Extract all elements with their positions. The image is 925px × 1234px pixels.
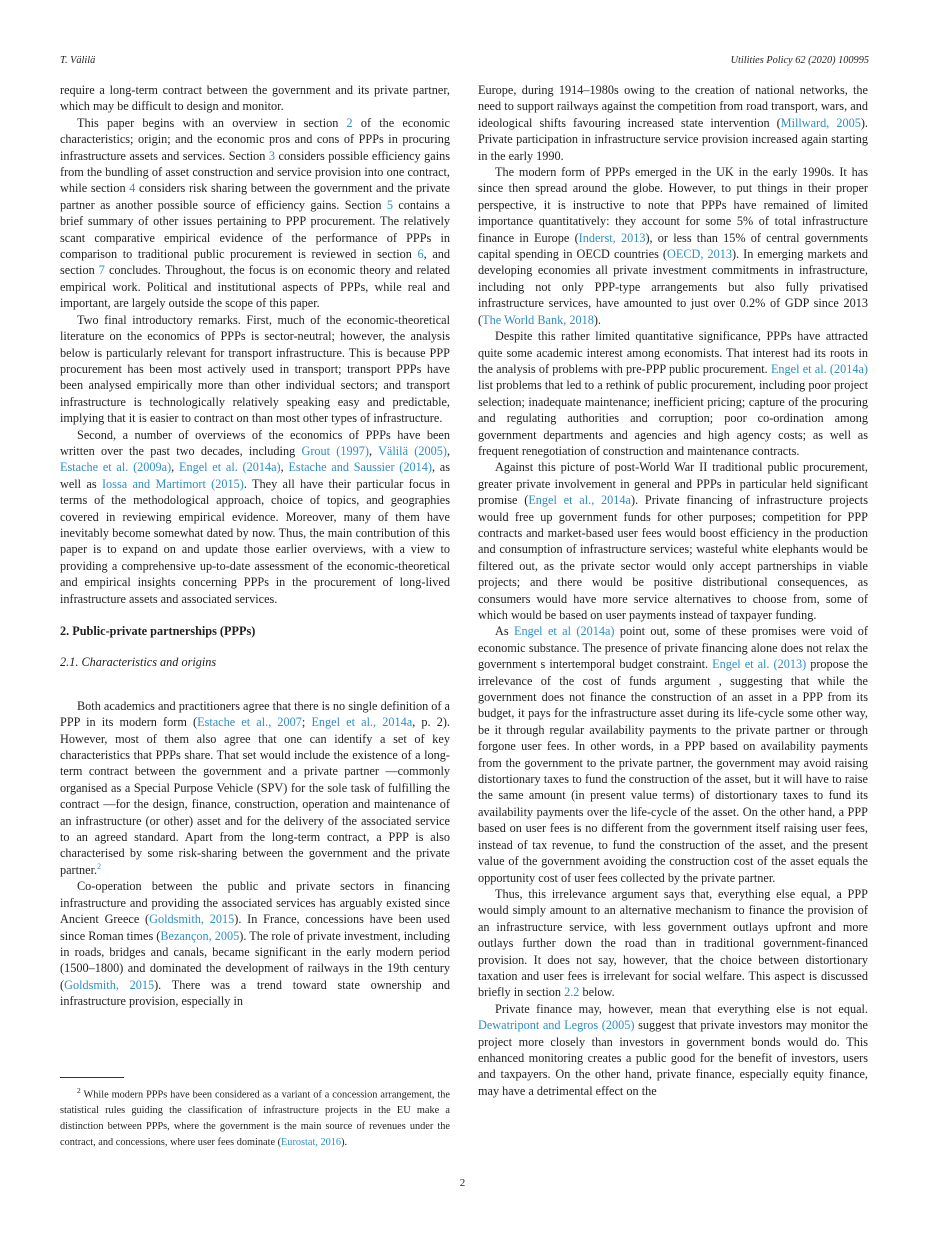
- citation-link[interactable]: 2: [346, 115, 353, 130]
- citation-link[interactable]: Bezançon, 2005: [160, 928, 240, 943]
- text-run: Two final introductory remarks. First, much of the economic-theoretical literature on the economics of PPPs is sector-neutral; however, the analysis below is particularly relevant for transport infrastructure. This is because PPP procurement has been most actively used in transport; transport PPPs have been analysed empirically more than other individual sectors; and transport infrastructure is technologically relatively speaking easy and predictable, implying that it is easier to contract on than most other types of infrastructure.: [60, 312, 450, 426]
- text-run: ).: [593, 312, 601, 327]
- text-run: This paper begins with an overview in section: [77, 115, 347, 130]
- paragraph: [60, 115, 450, 312]
- citation-link[interactable]: Välilä (2005): [378, 443, 447, 458]
- text-run: ).: [341, 1136, 348, 1148]
- citation-link[interactable]: Goldsmith, 2015: [64, 977, 155, 992]
- text-run: point out, some of these promises were void of economic substance. The presence of private financing alone does not relax the government s intertemporal budget constraint.: [478, 624, 868, 672]
- footnote-marker[interactable]: 2: [97, 861, 102, 871]
- text-run: Europe, during 1914–1980s owing to the creation of national networks, the need to support railways against the competition from road transport, wars, and ideological shifts favouring increased state intervention (: [478, 83, 868, 130]
- text-run: , as well as: [60, 460, 450, 491]
- citation-link[interactable]: Estache and Saussier (2014): [288, 460, 432, 475]
- running-header: [60, 55, 869, 69]
- citation-link[interactable]: Engel et al. (2014a): [178, 460, 281, 475]
- text-run: ). Private financing of infrastructure projects would free up government funds for other purposes; competition for PPP contracts and market-based user fees would boost efficiency in the production and consumption of infrastructure services; wasteful white elephants would be filtered out, as the private sector would only accept partnerships in viable projects; and there would be positive distributional consequences, as consumers would have more service alternatives to choose from, some of which would be based on user payments instead of taxpayer funding.: [478, 493, 868, 622]
- citation-link[interactable]: Millward, 2005: [780, 115, 861, 130]
- text-run: concludes. Throughout, the focus is on economic theory and related empirical work. Political and institutional aspects of PPPs, while real and important, are largely outside the scope of this paper.: [60, 263, 450, 311]
- text-run: Co-operation between the public and private sectors in financing infrastructure and providing the associated services has arguably existed since Ancient Greece (: [60, 879, 450, 927]
- text-run: ), or less than 15% of central governments capital spending in OECD countries (: [478, 230, 868, 262]
- header-journal: Utilities Policy 62 (2020) 100995: [730, 55, 869, 66]
- text-run: Against this picture of post-World War II traditional public procurement, greater private involvement in general and PPPs in particular held significant promise (: [478, 460, 868, 508]
- text-run: propose the irrelevance of the cost of funds argument , suggesting that while the government does not finance the construction of an asset in a PPP from its budget, it pays for the infrastructure asset during its life-cycle some other way, be it through regular availability payments to the private partner or through forgone user fees. In other words, in a PPP based on availability payments from the government to the private partner, the government may avoid raising distortionary taxes to fund the construction of the asset, but it will have to raise the same amount (in present value terms) of distortionary taxes to fund its availability payments over the life-cycle of the asset. On the other hand, a PPP based on user fees is no different from the government itself raising user fees, instead of tax revenue, to fund the construction of the asset, and the present value of the government avoiding the construction cost of the asset equals the opportunity cost of user fees collected by the private partner.: [478, 657, 868, 885]
- text-run: ). In emerging markets and developing economies all private investment commitments in infrastructure, including not only PPP-type arrangements but also fully privatised infrastructure services, have amounted to just over 0.2% of GDP since 2013 (: [478, 247, 868, 327]
- citation-link[interactable]: 5: [386, 197, 393, 212]
- left-column: [60, 82, 450, 1010]
- paragraph: [478, 82, 868, 164]
- citation-link[interactable]: Estache et al., 2007: [197, 715, 302, 730]
- text-run: of the economic characteristics; origin; and the economic pros and cons of PPPs in procuring infrastructure assets and services. Section: [60, 115, 450, 163]
- citation-link[interactable]: 7: [98, 263, 105, 278]
- text-run: . They all have their particular focus in terms of the methodological approach, choice of topics, and geographies covered in reviewing empirical evidence. Moreover, many of them have inevitably become somewhat dated by now. Thus, the main contribution of this paper is to expand on and update those earlier overviews, with a view to providing a comprehensive up-to-date assessment of the economic-theoretical and empirical insights concerning PPPs in the procurement of long-lived infrastructure assets and associated services.: [60, 476, 450, 606]
- text-run: , and section: [60, 247, 451, 278]
- citation-link[interactable]: The World Bank, 2018: [482, 312, 594, 327]
- text-run: Second, a number of overviews of the economics of PPPs have been written over the past two decades, including: [60, 427, 450, 458]
- text-run: suggest that private investors may monitor the project more closely than investors in government bonds would do. This enhanced monitoring creates a public good for the benefit of investors, users and taxpayers. On the other hand, private finance, especially equity finance, may have a detrimental effect on the: [478, 1018, 868, 1098]
- text-run: While modern PPPs have been considered as a variant of a concession arrangement, the statistical rules guiding the classification of infrastructure projects in the EU make a distinction between PPPs, where the government is the main source of revenues under the contract, and concessions, where user fees dominate (: [60, 1089, 450, 1148]
- text-run: ,: [368, 443, 379, 458]
- text-run: ,: [171, 460, 179, 475]
- paragraph: [60, 427, 450, 607]
- text-run: contains a brief summary of other issues pertaining to PPP procurement. The relatively scant comparative empirical evidence of the performance of PPPs in comparison to traditional public procurement is reviewed in section: [60, 197, 451, 262]
- text-run: ;: [301, 715, 312, 730]
- citation-link[interactable]: Goldsmith, 2015: [149, 912, 235, 927]
- text-run: Private finance may, however, mean that everything else is not equal.: [495, 1001, 868, 1016]
- text-run: Despite this rather limited quantitative significance, PPPs have attracted quite some academic interest among economists. That interest had its roots in the analysis of problems with pre-PPP public procurement.: [478, 329, 868, 376]
- paragraph: [478, 623, 868, 886]
- text-run: As: [495, 624, 514, 639]
- text-run: ). There was a trend toward state ownership and infrastructure provision, especially in: [60, 977, 451, 1009]
- section-heading: 2. Public-private partnerships (PPPs): [60, 624, 256, 638]
- text-run: ,: [446, 443, 450, 458]
- citation-link[interactable]: Engel et al., 2014a: [528, 493, 631, 508]
- text-run: The modern form of PPPs emerged in the UK in the early 1990s. It has since then spread around the globe. However, to put things in their proper perspective, it is instructive to note that PPPs have remained of limited importance quantitatively: they account for some 5% of total infrastructure finance in Europe (: [478, 165, 868, 245]
- paragraph: [60, 878, 450, 1009]
- footnote-divider: [60, 1077, 124, 1078]
- citation-link[interactable]: 6: [417, 247, 424, 262]
- text-run: Both academics and practitioners agree that there is no single definition of a PPP in its modern form (: [60, 698, 450, 730]
- footnote-marker: 2: [77, 1086, 81, 1095]
- right-column: [478, 82, 868, 1099]
- citation-link[interactable]: Iossa and Martimort (2015): [101, 476, 244, 491]
- subsection-heading: 2.1. Characteristics and origins: [60, 655, 217, 670]
- text-run: Thus, this irrelevance argument says that, everything else equal, a PPP would simply amount to an alternative mechanism to finance the provision of an infrastructure service, with less government outlays upfront and more outlays further down the road than in traditional government-financed provision. It does not say, however, that the choice between distortionary taxation and user fees is irrelevant for social welfare. This aspect is discussed briefly in section: [478, 886, 868, 1000]
- citation-link[interactable]: Engel et al. (2014a): [770, 361, 868, 376]
- citation-link[interactable]: 2.2: [564, 985, 580, 1000]
- citation-link[interactable]: Inderst, 2013: [578, 230, 646, 245]
- citation-link[interactable]: 3: [268, 148, 276, 163]
- text-run: below.: [579, 985, 615, 1000]
- text-run: ). Private participation in infrastructure service provision increased again starting in the early 1990.: [478, 115, 868, 163]
- citation-link[interactable]: Eurostat, 2016: [281, 1136, 342, 1148]
- text-run: ). In France, concessions have been used since Roman times (: [60, 912, 450, 943]
- citation-link[interactable]: 4: [129, 181, 136, 196]
- header-author: T. Välilä: [60, 55, 96, 66]
- paragraph: [478, 328, 868, 459]
- citation-link[interactable]: Grout (1997): [301, 443, 369, 458]
- citation-link[interactable]: Engel et al. (2013): [712, 657, 807, 672]
- text-run: list problems that led to a rethink of public procurement, including poor project selection; inadequate maintenance; inefficient pricing; capture of the procuring and regulating authorities and corruption; poor co-ordination among government departments and agencies and high agency costs; as well as frequent renegotiation of construction and maintenance contracts.: [478, 378, 868, 458]
- paragraph: [60, 82, 450, 115]
- paragraph: [60, 698, 450, 878]
- paragraph: [60, 312, 450, 427]
- page-number: 2: [459, 1177, 466, 1189]
- citation-link[interactable]: Dewatripont and Legros (2005): [478, 1018, 635, 1033]
- citation-link[interactable]: Estache et al. (2009a): [60, 460, 172, 475]
- paragraph: [478, 459, 868, 623]
- paragraph: [478, 164, 868, 328]
- footnote-2: [60, 1083, 450, 1150]
- text-run: considers risk sharing between the government and the private partner as another possible source of efficiency gains. Section: [60, 181, 450, 212]
- citation-link[interactable]: OECD, 2013: [666, 247, 732, 262]
- text-run: require a long-term contract between the government and its private partner, which may be difficult to design and monitor.: [60, 83, 450, 114]
- text-run: , p. 2). However, most of them also agree that one can identify a set of key characteristics that PPPs share. That set would include the existence of a long-term contract between the government and a private partner —commonly organised as a Special Purpose Vehicle (SPV) for the sole task of fulfilling the contract —for the design, finance, construction, operation and maintenance of an infrastructure (or other) asset and for the delivery of the associated service to an agreed standard. Apart from the long-term contract, a PPP is also characterised by some risk-sharing between the government and the private partner.: [60, 715, 450, 877]
- paragraph: [478, 886, 868, 1001]
- text-run: ). The role of private investment, including in roads, bridges and canals, became significant in the early modern period (1500–1800) and dominated the development of railways in the 19th century (: [60, 928, 450, 992]
- paragraph: [478, 1001, 868, 1099]
- text-run: considers possible efficiency gains from the bundling of asset construction and service provision into one contract, while section: [60, 148, 450, 196]
- citation-link[interactable]: Engel et al., 2014a: [311, 715, 413, 730]
- citation-link[interactable]: Engel et al (2014a): [514, 624, 615, 639]
- text-run: ,: [280, 460, 289, 475]
